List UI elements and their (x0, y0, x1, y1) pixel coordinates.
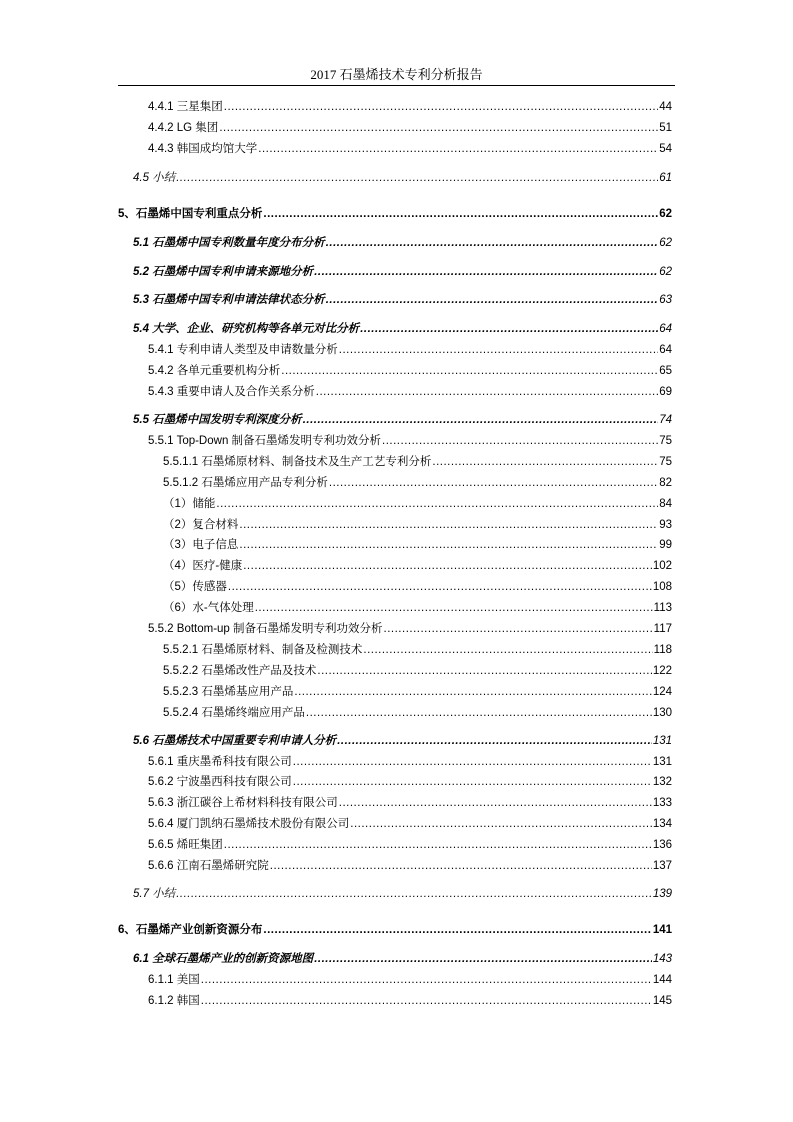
toc-entry-page: 145 (652, 995, 672, 1007)
toc-entry[interactable] (148, 142, 672, 156)
toc-entry[interactable] (133, 265, 672, 279)
toc-entry[interactable] (163, 601, 672, 615)
toc-entry-page: 134 (652, 818, 672, 830)
toc-entry[interactable] (133, 887, 672, 901)
toc-entry-label: 5.4 大学、企业、研究机构等各单元对比分析 (133, 323, 360, 335)
toc-entry[interactable] (133, 734, 672, 748)
toc-entry[interactable] (148, 755, 672, 769)
toc-entry[interactable] (148, 859, 672, 873)
toc-entry-label: 6.1 全球石墨烯产业的创新资源地图 (133, 953, 314, 965)
toc-entry[interactable] (133, 952, 672, 966)
toc-leader-dots (243, 559, 652, 573)
toc-entry-page: 137 (652, 860, 672, 872)
toc-leader-dots (360, 322, 658, 336)
toc-entry[interactable] (148, 796, 672, 810)
toc-entry[interactable] (163, 476, 672, 490)
toc-entry[interactable] (133, 236, 672, 250)
toc-entry-page: 122 (652, 665, 672, 677)
toc-entry-label: 4.4.2 LG 集团 (148, 122, 219, 134)
toc-entry-label: 5.6.1 重庆墨希科技有限公司 (148, 756, 292, 768)
toc-entry-label: 4.4.1 三星集团 (148, 101, 223, 113)
toc-leader-dots (339, 343, 658, 357)
toc-entry-page: 144 (652, 974, 672, 986)
toc-leader-dots (239, 538, 658, 552)
toc-entry-label: 6、石墨烯产业创新资源分布 (118, 924, 263, 936)
toc-entry-label: （1）储能 (163, 498, 216, 510)
toc-leader-dots (270, 859, 652, 873)
toc-entry-page: 84 (659, 498, 672, 510)
toc-entry-label: 5.4.1 专利申请人类型及申请数量分析 (148, 344, 338, 356)
toc-leader-dots (224, 100, 658, 114)
toc-leader-dots (219, 121, 658, 135)
toc-entry-page: 62 (659, 208, 672, 220)
toc-entry[interactable] (133, 322, 672, 336)
toc-leader-dots (316, 385, 658, 399)
toc-entry-page: 61 (659, 172, 672, 184)
toc-entry[interactable] (163, 685, 672, 699)
toc-entry-label: 5.6.4 厦门凯纳石墨烯技术股份有限公司 (148, 818, 350, 830)
toc-entry-label: 5.1 石墨烯中国专利数量年度分布分析 (133, 237, 325, 249)
toc-entry[interactable] (163, 497, 672, 511)
toc-entry-page: 64 (659, 344, 672, 356)
toc-leader-dots (382, 434, 658, 448)
toc-entry-label: 4.5 小结 (133, 172, 176, 184)
toc-leader-dots (306, 706, 652, 720)
toc-entry[interactable] (163, 538, 672, 552)
toc-entry-page: 63 (659, 294, 672, 306)
toc-entry-page: 62 (659, 266, 672, 278)
toc-leader-dots (432, 455, 658, 469)
toc-entry-page: 99 (659, 539, 672, 551)
toc-entry-label: （5）传感器 (163, 581, 227, 593)
toc-leader-dots (228, 580, 652, 594)
toc-entry-page: 130 (652, 707, 672, 719)
toc-entry-page: 74 (659, 414, 672, 426)
toc-entry-label: （2）复合材料 (163, 519, 239, 531)
toc-entry-label: 6.1.2 韩国 (148, 995, 200, 1007)
toc-entry-label: 5.6.5 烯旺集团 (148, 839, 223, 851)
toc-entry[interactable] (148, 343, 672, 357)
toc-leader-dots (339, 796, 652, 810)
toc-entry-page: 124 (652, 686, 672, 698)
toc-leader-dots (314, 265, 658, 279)
toc-entry-label: 5.5.1.2 石墨烯应用产品专利分析 (163, 477, 328, 489)
toc-entry-label: 6.1.1 美国 (148, 974, 200, 986)
toc-entry[interactable] (148, 364, 672, 378)
toc-entry[interactable] (148, 121, 672, 135)
toc-leader-dots (326, 293, 659, 307)
toc-entry-label: 5.3 石墨烯中国专利申请法律状态分析 (133, 294, 325, 306)
toc-entry[interactable] (148, 385, 672, 399)
toc-entry-label: （6）水-气体处理 (163, 602, 254, 614)
toc-leader-dots (326, 236, 659, 250)
header-rule (118, 85, 675, 86)
toc-leader-dots (329, 476, 658, 490)
toc-entry-label: 5.2 石墨烯中国专利申请来源地分析 (133, 266, 314, 278)
toc-entry-label: 5.5.1.1 石墨烯原材料、制备技术及生产工艺专利分析 (163, 456, 432, 468)
toc-entry[interactable] (133, 293, 672, 307)
toc-entry-page: 64 (659, 323, 672, 335)
toc-entry[interactable] (148, 622, 672, 636)
toc-leader-dots (258, 142, 658, 156)
toc-entry[interactable] (148, 817, 672, 831)
toc-entry-page: 108 (652, 581, 672, 593)
toc-entry[interactable] (118, 207, 672, 221)
toc-leader-dots (255, 601, 653, 615)
toc-leader-dots (263, 207, 658, 221)
toc-leader-dots (350, 817, 652, 831)
toc-entry-label: 5.6.2 宁波墨西科技有限公司 (148, 776, 292, 788)
toc-entry-label: 5.7 小结 (133, 888, 176, 900)
toc-entry-label: 5.4.2 各单元重要机构分析 (148, 365, 281, 377)
toc-entry-label: 5、石墨烯中国专利重点分析 (118, 208, 263, 220)
toc-entry-label: 5.6.3 浙江碳谷上希材料科技有限公司 (148, 797, 338, 809)
toc-entry-label: 5.5.1 Top-Down 制备石墨烯发明专利功效分析 (148, 435, 382, 447)
toc-entry-page: 51 (659, 122, 672, 134)
toc-entry[interactable] (148, 973, 672, 987)
toc-entry-label: 5.4.3 重要申请人及合作关系分析 (148, 386, 315, 398)
toc-entry-label: （4）医疗-健康 (163, 560, 243, 572)
toc-leader-dots (317, 664, 651, 678)
toc-entry[interactable] (163, 706, 672, 720)
toc-leader-dots (303, 413, 659, 427)
toc-entry-page: 69 (659, 386, 672, 398)
toc-entry[interactable] (148, 994, 672, 1008)
toc-entry[interactable] (163, 518, 672, 532)
toc-entry[interactable] (133, 413, 672, 427)
toc-entry[interactable] (148, 775, 672, 789)
toc-leader-dots (201, 994, 652, 1008)
toc-entry-label: 5.6 石墨烯技术中国重要专利申请人分析 (133, 735, 337, 747)
toc-entry[interactable] (163, 580, 672, 594)
toc-leader-dots (337, 734, 652, 748)
toc-entry-page: 113 (653, 602, 672, 614)
toc-leader-dots (314, 952, 652, 966)
toc-leader-dots (263, 923, 651, 937)
page-header-title: 2017 石墨烯技术专利分析报告 (310, 67, 483, 82)
toc-leader-dots (176, 887, 652, 901)
toc-entry-label: 5.5.2 Bottom-up 制备石墨烯发明专利功效分析 (148, 623, 383, 635)
toc-leader-dots (384, 622, 653, 636)
toc-leader-dots (176, 171, 658, 185)
toc-entry-label: 4.4.3 韩国成均馆大学 (148, 143, 258, 155)
toc-entry-page: 118 (653, 644, 672, 656)
toc-entry-page: 54 (659, 143, 672, 155)
toc-entry-page: 143 (652, 953, 672, 965)
toc-entry-page: 132 (652, 776, 672, 788)
toc-entry-page: 117 (653, 623, 672, 635)
toc-leader-dots (363, 643, 652, 657)
toc-entry[interactable] (148, 434, 672, 448)
toc-leader-dots (294, 685, 651, 699)
toc-leader-dots (293, 775, 652, 789)
toc-entry-page: 62 (659, 237, 672, 249)
toc-entry-label: 5.5.2.4 石墨烯终端应用产品 (163, 707, 305, 719)
toc-entry-page: 136 (652, 839, 672, 851)
toc-entry[interactable] (163, 664, 672, 678)
toc-entry-label: （3）电子信息 (163, 539, 239, 551)
toc-entry-label: 5.6.6 江南石墨烯研究院 (148, 860, 269, 872)
toc-leader-dots (201, 973, 652, 987)
toc-entry[interactable] (133, 171, 672, 185)
toc-entry-page: 65 (659, 365, 672, 377)
toc-entry-page: 102 (652, 560, 672, 572)
toc-leader-dots (281, 364, 658, 378)
toc-entry-label: 5.5 石墨烯中国发明专利深度分析 (133, 414, 302, 426)
toc-entry-label: 5.5.2.2 石墨烯改性产品及技术 (163, 665, 317, 677)
toc-entry[interactable] (163, 643, 672, 657)
toc-entry[interactable] (148, 100, 672, 114)
toc-leader-dots (216, 497, 658, 511)
toc-entry-page: 44 (659, 101, 672, 113)
toc-entry-page: 131 (652, 735, 672, 747)
toc-entry-page: 75 (659, 456, 672, 468)
toc-entry-label: 5.5.2.1 石墨烯原材料、制备及检测技术 (163, 644, 363, 656)
toc-leader-dots (293, 755, 652, 769)
toc-entry-page: 139 (652, 888, 672, 900)
toc-entry-page: 141 (652, 924, 672, 936)
toc-leader-dots (224, 838, 652, 852)
toc-leader-dots (239, 518, 658, 532)
toc-entry-page: 133 (652, 797, 672, 809)
toc-entry-page: 131 (652, 756, 672, 768)
toc-entry[interactable] (148, 838, 672, 852)
toc-entry-label: 5.5.2.3 石墨烯基应用产品 (163, 686, 294, 698)
toc-entry-page: 82 (659, 477, 672, 489)
toc-entry[interactable] (163, 455, 672, 469)
toc-entry-page: 93 (659, 519, 672, 531)
toc-entry[interactable] (118, 923, 672, 937)
toc-entry[interactable] (163, 559, 672, 573)
toc-entry-page: 75 (659, 435, 672, 447)
